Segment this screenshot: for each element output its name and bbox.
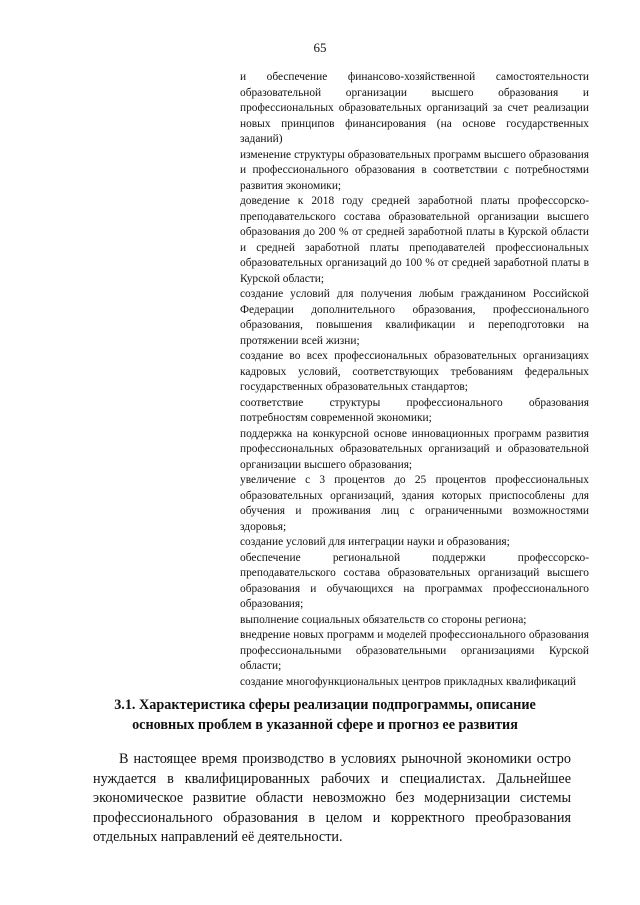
list-item: доведение к 2018 году средней заработной платы профессорско-преподавательского состава образовательной организации высшего образования до 200 % от средней заработной платы в Курской области и средней заработной платы преподавателей профессиональных образовательных организаций до 100 % от средней заработной платы в Курской области; (240, 195, 589, 285)
list-item: обеспечение региональной поддержки профессорско-преподавательского состава образовательных организаций высшего образования и обучающихся на программах профессионального образования; (240, 551, 589, 610)
page-number: 65 (313, 40, 327, 55)
list-item: создание во всех профессиональных образовательных организациях кадровых условий, соответствующих требованиям федеральных государственных образовательных стандартов; (240, 350, 589, 393)
list-item: соответствие структуры профессионального образования потребностям современной экономики; (240, 396, 589, 424)
list-item: и обеспечение финансово-хозяйственной самостоятельности образовательной организации высшего образования и профессиональных образовательных организаций за счет реализации новых принципов финансирования (на основе государственных заданий) (240, 71, 589, 145)
goals-list (240, 70, 589, 690)
section-heading: 3.1. Характеристика сферы реализации подпрограммы, описание основных проблем в указанной сфере и прогноз ее развития (114, 697, 536, 733)
list-item: поддержка на конкурсной основе инновационных программ развития профессиональных образовательных организаций и образовательной организации высшего образования; (240, 427, 589, 471)
list-item: изменение структуры образовательных программ высшего образования и профессионального образования в соответствии с потребностями развития экономики; (240, 148, 589, 192)
list-item: создание многофункциональных центров прикладных квалификаций (240, 675, 576, 688)
list-item: внедрение новых программ и моделей профессионального образования профессиональными образовательными организациями Курской области; (240, 629, 589, 672)
list-item: увеличение с 3 процентов до 25 процентов профессиональных образовательных организаций, здания которых приспособлены для обучения и проживания лиц с ограниченными возможностями здоровья; (240, 474, 589, 533)
body-paragraph: В настоящее время производство в условиях рыночной экономики остро нуждается в квалифицированных рабочих и специалистах. Дальнейшее экономическое развитие области невозможно без модернизации системы профессионального образования в целом и корректного преобразования отдельных направлений её деятельности. (93, 751, 571, 845)
list-item: создание условий для получения любым гражданином Российской Федерации дополнительного образования, профессионального образования, повышения квалификации и переподготовки на протяжении всей жизни; (240, 288, 589, 347)
list-item: создание условий для интеграции науки и образования; (240, 536, 510, 548)
list-item: выполнение социальных обязательств со стороны региона; (240, 613, 527, 626)
